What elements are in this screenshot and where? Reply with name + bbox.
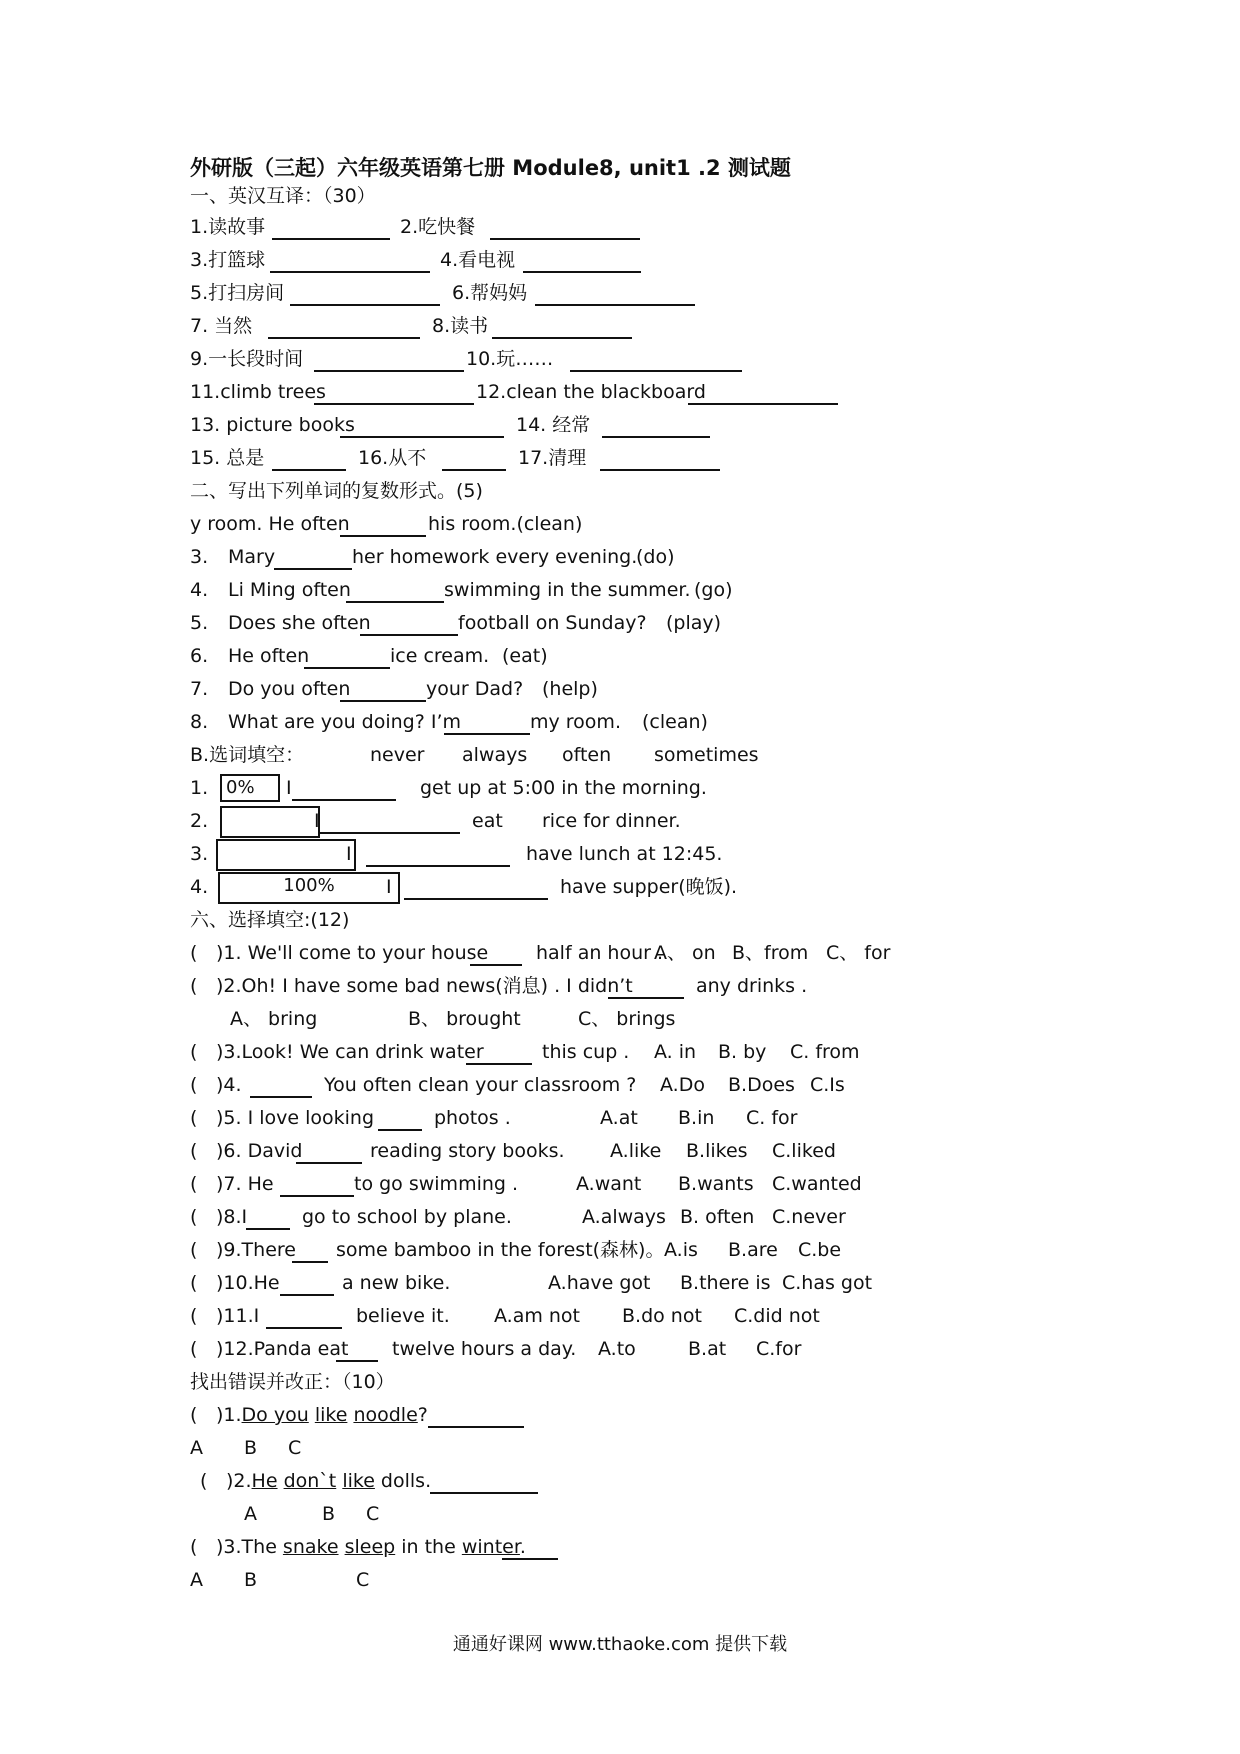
answer-blank[interactable] bbox=[492, 317, 632, 339]
page-footer: 通通好课网 www.tthaoke.com 提供下载 bbox=[452, 1634, 788, 1655]
answer-blank[interactable] bbox=[535, 284, 695, 306]
answer-blank[interactable] bbox=[444, 713, 530, 735]
frequency-box bbox=[220, 806, 320, 838]
answer-blank[interactable] bbox=[430, 1472, 538, 1494]
answer-blank[interactable] bbox=[314, 383, 474, 405]
section6-heading: 六、选择填空:(12) bbox=[190, 909, 350, 931]
answer-blank[interactable] bbox=[404, 878, 548, 900]
answer-blank[interactable] bbox=[366, 845, 510, 867]
answer-blank[interactable] bbox=[296, 1142, 362, 1164]
answer-blank[interactable] bbox=[304, 647, 390, 669]
section2-heading: 二、写出下列单词的复数形式。(5) bbox=[190, 480, 483, 502]
answer-blank[interactable] bbox=[428, 1406, 524, 1428]
sectionB-heading: B.选词填空： bbox=[190, 744, 305, 766]
answer-blank[interactable] bbox=[266, 1307, 342, 1329]
answer-blank[interactable] bbox=[274, 548, 352, 570]
answer-blank[interactable] bbox=[600, 449, 720, 471]
answer-blank[interactable] bbox=[280, 1274, 334, 1296]
answer-blank[interactable] bbox=[378, 1109, 422, 1131]
answer-blank[interactable] bbox=[290, 284, 440, 306]
answer-blank[interactable] bbox=[280, 1175, 354, 1197]
answer-blank[interactable] bbox=[688, 383, 838, 405]
frequency-box bbox=[216, 839, 356, 871]
answer-blank[interactable] bbox=[320, 812, 460, 834]
section1-heading: 一、英汉互译：（30） bbox=[190, 185, 376, 207]
answer-blank[interactable] bbox=[490, 218, 640, 240]
answer-blank[interactable] bbox=[502, 1538, 558, 1560]
answer-blank[interactable] bbox=[442, 449, 506, 471]
frequency-box: 0% bbox=[220, 774, 280, 802]
answer-blank[interactable] bbox=[246, 1208, 290, 1230]
answer-blank[interactable] bbox=[314, 350, 464, 372]
section7-heading: 找出错误并改正：（10） bbox=[190, 1371, 395, 1393]
answer-blank[interactable] bbox=[570, 350, 742, 372]
answer-blank[interactable] bbox=[466, 1043, 532, 1065]
word-choice: never bbox=[370, 744, 425, 766]
answer-blank[interactable] bbox=[292, 779, 396, 801]
answer-blank[interactable] bbox=[523, 251, 641, 273]
answer-blank[interactable] bbox=[336, 1340, 378, 1362]
answer-blank[interactable] bbox=[270, 251, 430, 273]
answer-blank[interactable] bbox=[360, 614, 458, 636]
answer-blank[interactable] bbox=[292, 1241, 328, 1263]
word-choice: often bbox=[562, 744, 612, 766]
frequency-box: 100% bbox=[218, 872, 400, 904]
page-title: 外研版（三起）六年级英语第七册 Module8, unit1 .2 测试题 bbox=[190, 156, 791, 180]
answer-blank[interactable] bbox=[272, 449, 346, 471]
answer-blank[interactable] bbox=[608, 977, 684, 999]
answer-blank[interactable] bbox=[340, 515, 426, 537]
answer-blank[interactable] bbox=[340, 680, 426, 702]
answer-blank[interactable] bbox=[272, 218, 390, 240]
word-choice: always bbox=[462, 744, 528, 766]
word-choice: sometimes bbox=[654, 744, 759, 766]
answer-blank[interactable] bbox=[340, 416, 504, 438]
worksheet-page: 外研版（三起）六年级英语第七册 Module8, unit1 .2 测试题 一、英汉互译：（30） 1.读故事 2.吃快餐 3.打篮球 4.看电视 5.打扫房间 6.帮妈妈 7. 当然 8.读书 9.一长段时间 10.玩…… 11.climb trees 12.clean the blackboard 13. picture books 14. 经常 15. 总是 16.从不 17.清理 二、写出下列单词的复数形式。(5) y room. He often his room.(clean) 3. Mary her homework every evening. (do) 4. Li Ming often swimming in the summer. (go) 5. Does she often football on Sunday? (play) 6. He often ice cream. (eat) 7. Do you often your Dad? (help) 8. What are you doing? I’m my room. (clean) B.选词填空： never always often sometimes 1. 0% I get up at 5:00 in the morning. 2. I eat rice for dinner. 3. I have lunch at 12:45. 4. 100% I have supper(晚饭). 六、选择填空:(12) ( )1. We'll come to your house half an hour . A、 on B、from C、 for ( )2.Oh! I have some bad news(消息) . I didn’t any drinks . A、 bring B、 brought C、 brings ( )3.Look! We can drink water this cup . A. in B. by C. from ( )4. You often clean your classroom ? A.Do B.Does C.Is ( )5. I love looking photos . A.at B.in C. for ( )6. David reading story books. A.like B.likes C.liked ( )7. He to go swimming . A.want B.wants C.wanted ( )8.I go to school by plane. A.always B. often C.never ( )9.There some bamboo in the forest(森林)。 A.is B.are C.be ( )10.He a new bike. A.have got B.there is C.has got ( )11.I believe it. A.am not B.do not C.did not ( )12.Panda eat twelve hours a day. A.to B.at C.for 找出错误并改正：（10） ( )1.Do you like noodle? A B C ( )2.He don`t like dolls. A B C ( )3.The snake sleep in the winter. A B C 通通好课网 www.tthaoke.com 提供下载 bbox=[0, 0, 1240, 1754]
answer-blank[interactable] bbox=[346, 581, 444, 603]
answer-blank[interactable] bbox=[268, 317, 420, 339]
answer-blank[interactable] bbox=[250, 1076, 312, 1098]
answer-blank[interactable] bbox=[470, 944, 522, 966]
answer-blank[interactable] bbox=[602, 416, 710, 438]
